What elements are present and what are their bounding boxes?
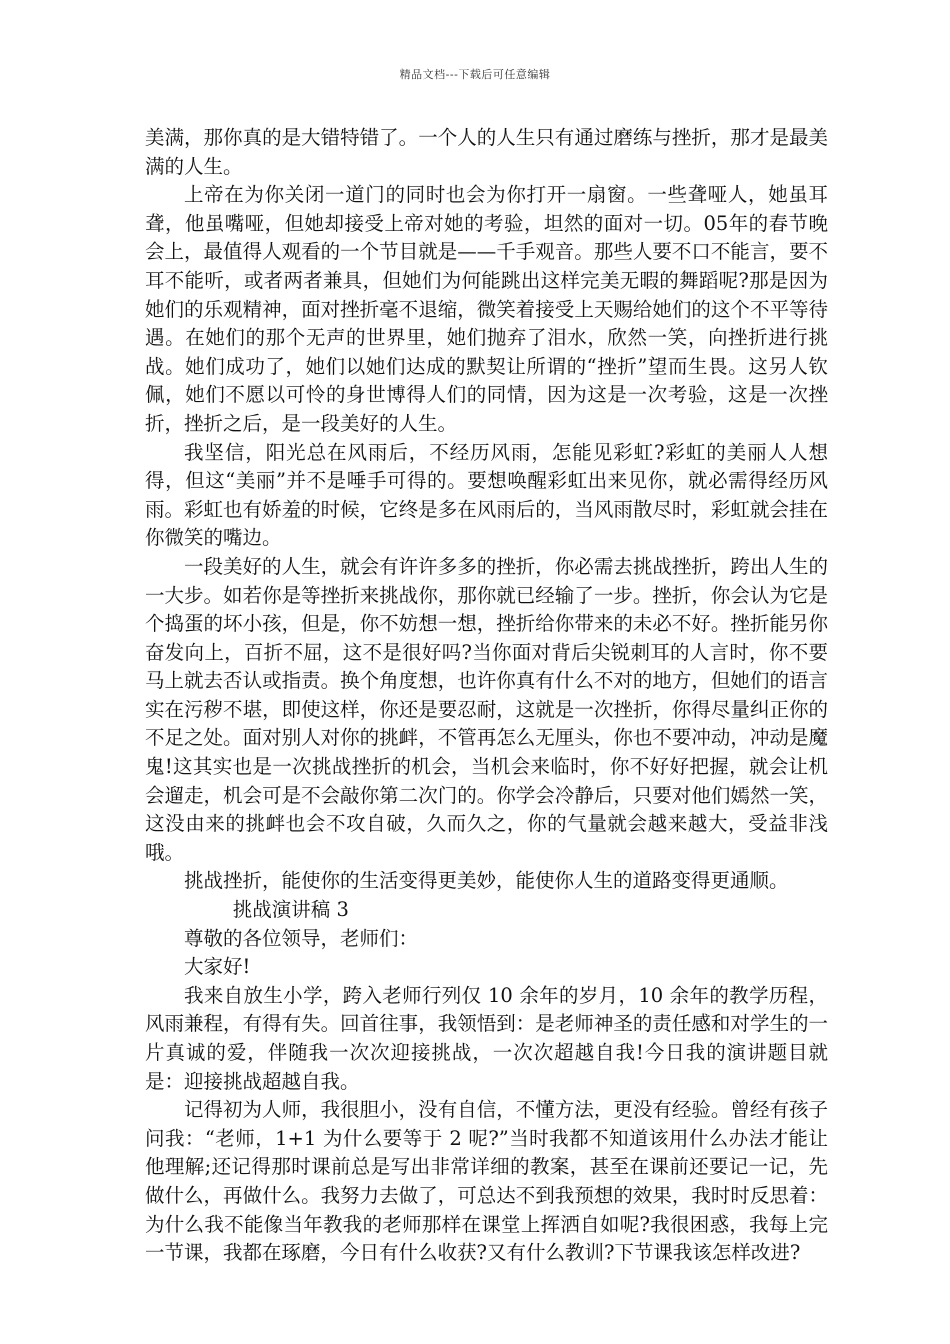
section-title: 挑战演讲稿 3 [232,898,349,922]
salutation: 尊敬的各位领导，老师们： [184,926,419,950]
greeting: 大家好! [184,955,251,979]
paragraph: 一段美好的人生，就会有许许多多的挫折，你必需去挑战挫折，跨出人生的一大步。如若你是等挫折来挑战你，那你就已经输了一步。挫折，你会认为它是个捣蛋的坏小孩，但是，你不妨想一想，挫折给你带来的未必不好。挫折能另你奋发向上，百折不屈，这不是很好吗?当你面对背后尖锐刺耳的人言时，你不要马上就去否认或指责。换个角度想，也许你真有什么不对的地方，但她们的语言实在污秽不堪，即使这样，你还是要忍耐，这就是一次挫折，你得尽量纠正你的不足之处。面对别人对你的挑衅，不管再怎么无厘头，你也不要冲动，冲动是魔鬼!这其实也是一次挑战挫折的机会，当机会来临时，你不好好把握，就会让机会遛走，机会可是不会敲你第二次门的。你学会冷静后，只要对他们嫣然一笑，这没由来的挑衅也会不攻自破，久而久之，你的气量就会越来越大，受益非浅哦。 [145,554,828,864]
page-header: 精品文档---下载后可任意编辑 [399,68,551,81]
paragraph-continuation: 美满，那你真的是大错特错了。一个人的人生只有通过磨练与挫折，那才是最美满的人生。 [145,126,828,178]
paragraph: 挑战挫折，能使你的生活变得更美妙，能使你人生的道路变得更通顺。 [184,869,789,893]
paragraph: 上帝在为你关闭一道门的同时也会为你打开一扇窗。一些聋哑人，她虽耳聋，他虽嘴哑，但她却接受上帝对她的考验，坦然的面对一切。05年的春节晚会上，最值得人观看的一个节目就是——千手观音。那些人要不口不能言，要不耳不能听，或者两者兼具，但她们为何能跳出这样完美无暇的舞蹈呢?那是因为她们的乐观精神，面对挫折毫不退缩，微笑着接受上天赐给她们的这个不平等待遇。在她们的那个无声的世界里，她们抛弃了泪水，欣然一笑，向挫折进行挑战。她们成功了，她们以她们达成的默契让所谓的“挫折”望而生畏。这另人钦佩，她们不愿以可怜的身世博得人们的同情，因为这是一次考验，这是一次挫折，挫折之后，是一段美好的人生。 [145,183,828,435]
paragraph: 记得初为人师，我很胆小，没有自信，不懂方法，更没有经验。曾经有孩子问我：“老师，1+1 为什么要等于 2 呢?”当时我都不知道该用什么办法才能让他理解;还记得那时课前总是写出非常详细的教案，甚至在课前还要记一记，先做什么，再做什么。我努力去做了，可总达不到我预想的效果，我时时反思着：为什么我不能像当年教我的老师那样在课堂上挥洒自如呢?我很困惑，我每上完一节课，我都在琢磨，今日有什么收获?又有什么教训?下节课我该怎样改进? [145,1098,828,1265]
document-body [145,124,828,1268]
paragraph: 我坚信，阳光总在风雨后，不经历风雨，怎能见彩虹?彩虹的美丽人人想得，但这“美丽”并不是唾手可得的。要想唤醒彩虹出来见你，就必需得经历风雨。彩虹也有娇羞的时候，它终是多在风雨后的，当风雨散尽时，彩虹就会挂在你微笑的嘴边。 [145,440,828,550]
paragraph: 我来自放生小学，跨入老师行列仅 10 余年的岁月，10 余年的教学历程，风雨兼程，有得有失。回首往事，我领悟到：是老师神圣的责任感和对学生的一片真诚的爱，伴随我一次次迎接挑战，一次次超越自我!今日我的演讲题目就是：迎接挑战超越自我。 [145,983,828,1093]
